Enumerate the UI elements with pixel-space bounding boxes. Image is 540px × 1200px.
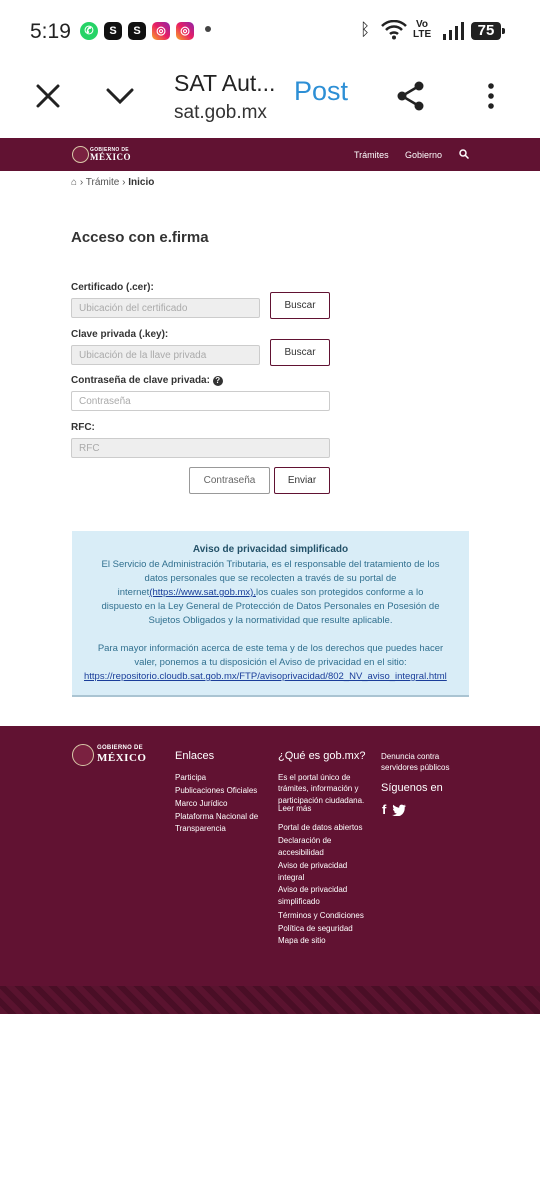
tab-url[interactable]: sat.gob.mx [174,102,267,123]
breadcrumb-separator: › [122,177,126,188]
footer-link[interactable]: Marco Jurídico [175,799,228,808]
breadcrumb-tramite[interactable]: Trámite [85,177,120,188]
privacy-text: Para mayor información acerca de este tema y de los derechos que puedes hacer [97,643,444,654]
mexico-seal-icon[interactable] [72,146,89,163]
signal-icon [442,22,464,40]
help-icon[interactable]: ? [213,376,223,386]
privacy-text: dispuesto en la Ley General de Protección de Datos Personales en Posesión de [101,601,440,612]
password-button[interactable]: Contraseña [189,467,270,494]
denuncia-link[interactable]: servidores públicos [381,763,450,772]
footer-link[interactable]: Aviso de privacidad [278,861,348,870]
footer-link[interactable]: Publicaciones Oficiales [175,786,258,795]
search-icon[interactable] [459,149,469,159]
chevron-down-icon[interactable] [104,82,136,110]
leer-mas-link[interactable]: Leer más [278,804,312,813]
privacy-text-part: internet [117,587,150,598]
sat-link[interactable]: (https://www.sat.gob.mx), [149,587,256,598]
que-es-title: ¿Qué es gob.mx? [278,750,366,762]
footer-link[interactable]: Mapa de sitio [278,936,326,945]
rfc-label: RFC: [71,422,95,433]
logo-top-text: GOBIERNO DE [90,147,129,153]
privacy-text: El Servicio de Administración Tributaria, es el responsable del tratamiento de los [101,559,440,570]
tab-title[interactable]: SAT Aut... [174,70,276,96]
privacy-notice [72,531,469,697]
nav-gobierno[interactable]: Gobierno [405,150,443,160]
footer-link[interactable]: Aviso de privacidad [278,885,348,894]
twitter-icon[interactable] [392,804,406,816]
footer-link[interactable]: Declaración de [278,836,332,845]
facebook-icon[interactable]: f [382,802,387,817]
privacy-text: Sujetos Obligados y la normatividad que resulte aplicable. [148,615,393,626]
enlaces-title: Enlaces [175,750,215,762]
instagram-icon: ◎ [176,22,194,40]
more-notifications-dot [205,26,211,32]
wifi-icon [381,20,407,40]
privacy-text: datos personales que se recolecten a través de su portal de [144,573,397,584]
privacy-text [72,586,469,600]
battery-indicator: 75 [471,22,501,40]
breadcrumb-separator: › [79,177,84,188]
status-bar [0,0,540,62]
share-icon[interactable] [396,80,426,112]
privacy-text: valer, ponemos a tu disposición el Aviso de privacidad en el sitio: [134,657,407,668]
footer-logo-main[interactable]: MÉXICO [97,752,147,764]
submit-button[interactable]: Enviar [274,467,330,494]
cert-input[interactable]: Ubicación del certificado [71,298,260,318]
s-app-icon: S [128,22,146,40]
password-input[interactable]: Contraseña [71,391,330,411]
footer-pattern-band [0,986,540,1014]
mexico-seal-icon[interactable] [72,744,94,766]
key-label: Clave privada (.key): [71,329,169,340]
s-app-icon: S [104,22,122,40]
close-icon[interactable] [34,82,62,110]
whatsapp-icon: ✆ [80,22,98,40]
footer-link[interactable]: Transparencia [175,824,226,833]
footer-link[interactable]: simplificado [278,897,320,906]
post-button[interactable]: Post [294,76,349,106]
key-browse-button[interactable]: Buscar [270,339,330,366]
rfc-input[interactable]: RFC [71,438,330,458]
gob-header [0,138,540,171]
footer-link[interactable]: Términos y Condiciones [278,911,364,920]
password-label [71,375,223,386]
cert-browse-button[interactable]: Buscar [270,292,330,319]
breadcrumb [71,177,154,188]
footer-logo-top: GOBIERNO DE [97,745,143,751]
browser-toolbar [0,62,540,134]
footer-link[interactable]: Portal de datos abiertos [278,823,363,832]
key-input[interactable]: Ubicación de la llave privada [71,345,260,365]
siguenos-title: Síguenos en [381,782,443,794]
privacy-link[interactable]: https://repositorio.cloudb.sat.gob.mx/FTP/avisoprivacidad/802_NV_aviso_integral.html [84,671,447,682]
privacy-text-part: los cuales son protegidos conforme a lo [255,587,424,598]
page-title: Acceso con e.firma [71,229,209,246]
home-icon[interactable]: ⌂ [71,177,78,188]
logo-main-text[interactable]: MÉXICO [90,152,131,162]
bluetooth-icon: ᛒ [360,20,371,39]
denuncia-link[interactable]: Denuncia contra [381,752,440,761]
footer-text: Es el portal único de [278,773,351,782]
footer-link[interactable]: integral [278,873,305,882]
footer-link[interactable]: Política de seguridad [278,924,353,933]
status-time: 5:19 [30,20,71,43]
footer [0,726,540,986]
volte-indicator: Vo LTE [413,19,432,40]
instagram-icon: ◎ [152,22,170,40]
footer-link[interactable]: accesibilidad [278,848,324,857]
footer-link[interactable]: Plataforma Nacional de [175,812,259,821]
footer-text: trámites, información y [278,784,359,793]
breadcrumb-current: Inicio [128,177,155,188]
cert-label: Certificado (.cer): [71,282,154,293]
footer-link[interactable]: Participa [175,773,207,782]
nav-tramites[interactable]: Trámites [354,150,389,160]
password-label-text: Contraseña de clave privada: [71,375,210,386]
privacy-title: Aviso de privacidad simplificado [192,544,349,555]
more-options-icon[interactable] [486,82,496,110]
footer-text: participación ciudadana. [278,796,365,805]
